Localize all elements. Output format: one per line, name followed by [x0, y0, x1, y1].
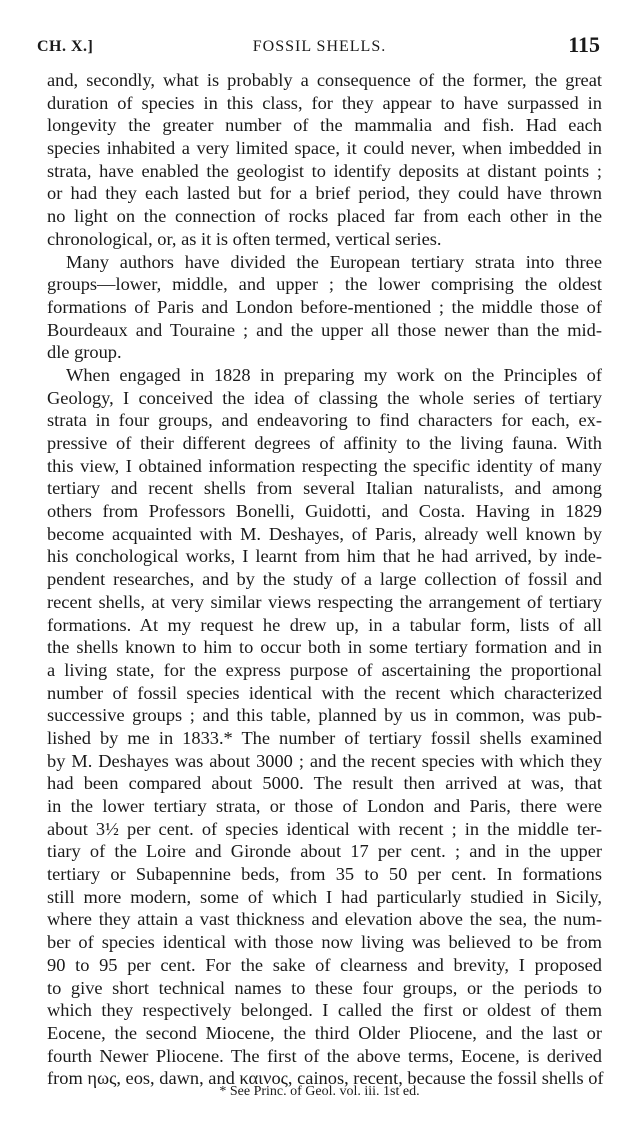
text-line: no light on the connection of rocks placed far from each other in the [47, 206, 602, 227]
text-line: When engaged in 1828 in preparing my work on the Principles of [66, 364, 602, 385]
text-line: formations of Paris and London before-mentioned ; the middle those of [47, 296, 602, 317]
text-line: number of fossil species identical with the recent which characterized [47, 682, 602, 703]
text-line: the shells known to him to occur both in some tertiary formation and in [47, 637, 602, 658]
text-line: successive groups ; and this table, planned by us in common, was pub- [47, 705, 602, 726]
text-line: recent shells, at very similar views respecting the arrangement of tertiary [47, 591, 602, 612]
text-line: Eocene, the second Miocene, the third Older Pliocene, and the last or [47, 1022, 602, 1043]
text-line: still more modern, some of which I had particularly studied in Sicily, [47, 886, 602, 907]
text-line: longevity the greater number of the mammalia and fish. Had each [47, 115, 602, 136]
text-line: by M. Deshayes was about 3000 ; and the recent species with which they [47, 750, 602, 771]
text-line: lished by me in 1833.* The number of tertiary fossil shells examined [47, 727, 602, 748]
text-line: which they respectively belonged. I called the first or oldest of them [47, 1000, 602, 1021]
text-line: pressive of their different degrees of affinity to the living fauna. With [47, 433, 602, 453]
text-line: about 3½ per cent. of species identical with recent ; in the middle ter- [47, 818, 602, 839]
body-text [47, 69, 602, 1090]
text-line: fourth Newer Pliocene. The first of the above terms, Eocene, is derived [47, 1045, 602, 1066]
chapter-label: CH. X.] [37, 38, 94, 55]
text-line: where they attain a vast thickness and elevation above the sea, the num- [47, 909, 602, 930]
text-line: and, secondly, what is probably a consequence of the former, the great [47, 70, 602, 90]
running-header [37, 32, 602, 62]
text-line: chronological, or, as it is often termed, vertical series. [47, 228, 442, 249]
text-line: Many authors have divided the European tertiary strata into three [66, 251, 602, 272]
text-line: strata in four groups, and endeavoring to find characters for each, ex- [47, 410, 602, 431]
text-line: formations. At my request he drew up, in a tabular form, lists of all [47, 614, 602, 635]
text-line: this view, I obtained information respecting the specific identity of many [47, 455, 602, 476]
text-line: duration of species in this class, for they appear to have surpassed in [47, 92, 602, 113]
text-line: others from Professors Bonelli, Guidotti, and Costa. Having in 1829 [47, 501, 602, 522]
text-line: species inhabited a very limited space, it could never, when imbedded in [47, 138, 602, 159]
text-line: dle group. [47, 342, 122, 363]
text-line: strata, have enabled the geologist to identify deposits at distant points ; [47, 160, 602, 181]
text-line: tertiary or Subapennine beds, from 35 to 50 per cent. In formations [47, 864, 602, 885]
page-number: 115 [568, 32, 600, 57]
text-line: to give short technical names to these four groups, or the periods to [47, 977, 602, 998]
text-line: his conchological works, I learnt from him that he had arrived, by inde- [47, 546, 602, 567]
text-line: groups—lower, middle, and upper ; the lower comprising the oldest [47, 274, 602, 295]
footnote: * See Princ. of Geol. vol. iii. 1st ed. [219, 1084, 420, 1099]
text-line: pendent researches, and by the study of a large collection of fossil and [47, 569, 602, 590]
text-line: 90 to 95 per cent. For the sake of clearness and brevity, I proposed [47, 954, 602, 975]
text-line: tiary of the Loire and Gironde about 17 per cent. ; and in the upper [47, 841, 602, 862]
text-line: become acquainted with M. Deshayes, of Paris, already well known by [47, 523, 602, 544]
text-line: or had they each lasted but for a brief period, they could have thrown [47, 183, 602, 204]
text-line: Bourdeaux and Touraine ; and the upper all those newer than the mid- [47, 319, 602, 340]
text-line: tertiary and recent shells from several Italian naturalists, and among [47, 478, 602, 499]
text-line: Geology, I conceived the idea of classing the whole series of tertiary [47, 387, 602, 408]
text-line: from ηως, eos, dawn, and καινος, cainos, recent, because the fossil shells of [47, 1068, 604, 1089]
text-line: ber of species identical with those now living was believed to be from [47, 932, 602, 953]
text-line: had been compared about 5000. The result then arrived at was, that [47, 773, 602, 794]
text-line: in the lower tertiary strata, or those of London and Paris, there were [47, 796, 602, 816]
running-title: FOSSIL SHELLS. [252, 38, 387, 55]
text-line: a living state, for the express purpose of ascertaining the proportional [47, 659, 602, 680]
